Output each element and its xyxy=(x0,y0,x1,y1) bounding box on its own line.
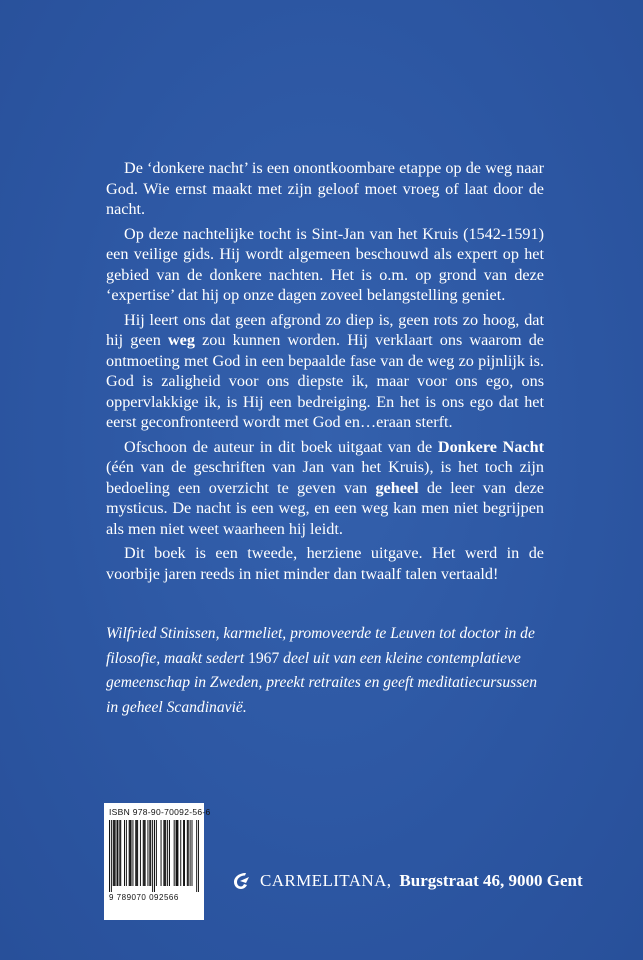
barcode-bar xyxy=(184,820,185,886)
emphasis-geheel: geheel xyxy=(375,478,419,497)
carmelitana-logo-icon xyxy=(232,871,252,891)
bio-text: Wilfried Stinissen, karmeliet, promoveerde te Leuven tot doctor in de filosofie, maakt sedert xyxy=(106,625,535,667)
blurb-text: zou kunnen worden. Hij verklaart ons waarom de ontmoeting met God in een bepaalde fase van de weg zo pijnlijk is. God is zaligheid voor ons diepste ik, maar voor ons ego, ons oppervlakkige ik, is Hij een bedreiging. En het is ons ego dat het eerst geconfronteerd wordt met God en…eraan sterft. xyxy=(106,331,544,431)
blurb-paragraph-2: Op deze nachtelijke tocht is Sint-Jan van het Kruis (1542-1591) een veilige gids. Hij wordt algemeen beschouwd als expert op het gebied van de donkere nachten. Het is o.m. op grond van deze ‘expertise’ dat hij op onze dagen zoveel belangstelling geniet. xyxy=(106,224,544,304)
barcode-bar xyxy=(150,820,151,886)
barcode-bar xyxy=(149,820,150,886)
barcode-bar xyxy=(192,820,193,886)
blurb-text: de leer van deze mysticus. De nacht is een weg, en een weg kan men niet begrijpen als men niet weet waarheen hij leidt. xyxy=(106,478,544,538)
barcode-bar xyxy=(119,820,120,886)
publisher-address: Burgstraat 46, 9000 Gent xyxy=(399,871,583,890)
barcode-bar xyxy=(129,820,130,886)
publisher-line xyxy=(232,871,583,891)
barcode-bar xyxy=(169,820,170,886)
barcode-bar xyxy=(174,820,175,886)
barcode-bar xyxy=(165,820,166,886)
barcode-bar xyxy=(120,820,121,886)
blurb-text: (één van de geschriften van Jan van het Kruis), is het toch zijn bedoeling een overzicht te geven van xyxy=(106,458,544,497)
barcode-bar xyxy=(190,820,191,886)
barcode-bar xyxy=(147,820,148,886)
barcode-bar xyxy=(164,820,165,886)
bio-year: 1967 xyxy=(248,649,280,667)
barcode-bar xyxy=(126,820,127,886)
barcode-bar xyxy=(109,820,110,892)
barcode-bar xyxy=(152,820,153,892)
barcode-bar xyxy=(137,820,138,886)
publisher-name: CARMELITANA, xyxy=(260,871,392,890)
barcode-bar xyxy=(117,820,118,886)
barcode-bar xyxy=(117,820,118,886)
barcode-bar xyxy=(167,820,168,886)
barcode-bar xyxy=(145,820,146,886)
barcode-bar xyxy=(114,820,115,886)
barcode-bar xyxy=(188,820,189,886)
barcode-bar xyxy=(131,820,132,886)
blurb-paragraph-5: Dit boek is een tweede, herziene uitgave. Het werd in de voorbije jaren reeds in niet minder dan twaalf talen vertaald! xyxy=(106,544,544,583)
barcode-bar xyxy=(124,820,125,886)
isbn-barcode xyxy=(104,803,211,920)
barcode-bar xyxy=(130,820,131,886)
bio-text: deel uit van een kleine contemplatieve gemeenschap in Zweden, preekt retraites en geeft meditatiecursussen in geheel Scandinavië. xyxy=(106,649,538,716)
barcode-bar xyxy=(154,820,155,892)
barcode-bar xyxy=(196,820,197,892)
blurb-text: Hij leert ons dat geen afgrond zo diep is, geen rots zo hoog, dat hij geen xyxy=(106,310,544,349)
blurb-text: Ofschoon de auteur in dit boek uitgaat van de xyxy=(124,437,438,456)
barcode-bar xyxy=(132,820,133,886)
barcode-bar xyxy=(177,820,178,886)
isbn-label: ISBN 978-90-70092-56-6 xyxy=(109,807,211,817)
barcode-bar xyxy=(177,820,178,886)
barcode-bar xyxy=(135,820,136,886)
barcode-digits: 9 789070 092566 xyxy=(109,893,179,902)
barcode-bar xyxy=(140,820,141,886)
barcode-bar xyxy=(183,820,184,886)
barcode-bar xyxy=(198,820,199,892)
barcode-bar xyxy=(180,820,181,886)
barcode-bar xyxy=(187,820,188,886)
barcode-bar xyxy=(136,820,137,886)
barcode-bar xyxy=(143,820,144,886)
blurb-paragraph-3 xyxy=(106,310,544,433)
barcode-bar xyxy=(111,820,112,892)
barcode-bars xyxy=(109,820,199,892)
barcode-bar xyxy=(176,820,177,886)
author-bio xyxy=(106,622,546,720)
barcode-bar xyxy=(156,820,157,886)
emphasis-book-title: Donkere Nacht xyxy=(437,437,544,456)
barcode-bar xyxy=(115,820,116,886)
emphasis-weg: weg xyxy=(167,331,195,349)
cover-blurb xyxy=(106,158,544,588)
barcode-bar xyxy=(161,820,162,886)
barcode-bar xyxy=(113,820,114,886)
blurb-paragraph-1: De ‘donkere nacht’ is een onontkoombare etappe op de weg naar God. Wie ernst maakt met zijn geloof moet vroeg of laat door de nacht. xyxy=(106,159,544,218)
barcode-bar xyxy=(163,820,164,886)
barcode-bar xyxy=(144,820,145,886)
blurb-paragraph-4 xyxy=(106,437,544,540)
